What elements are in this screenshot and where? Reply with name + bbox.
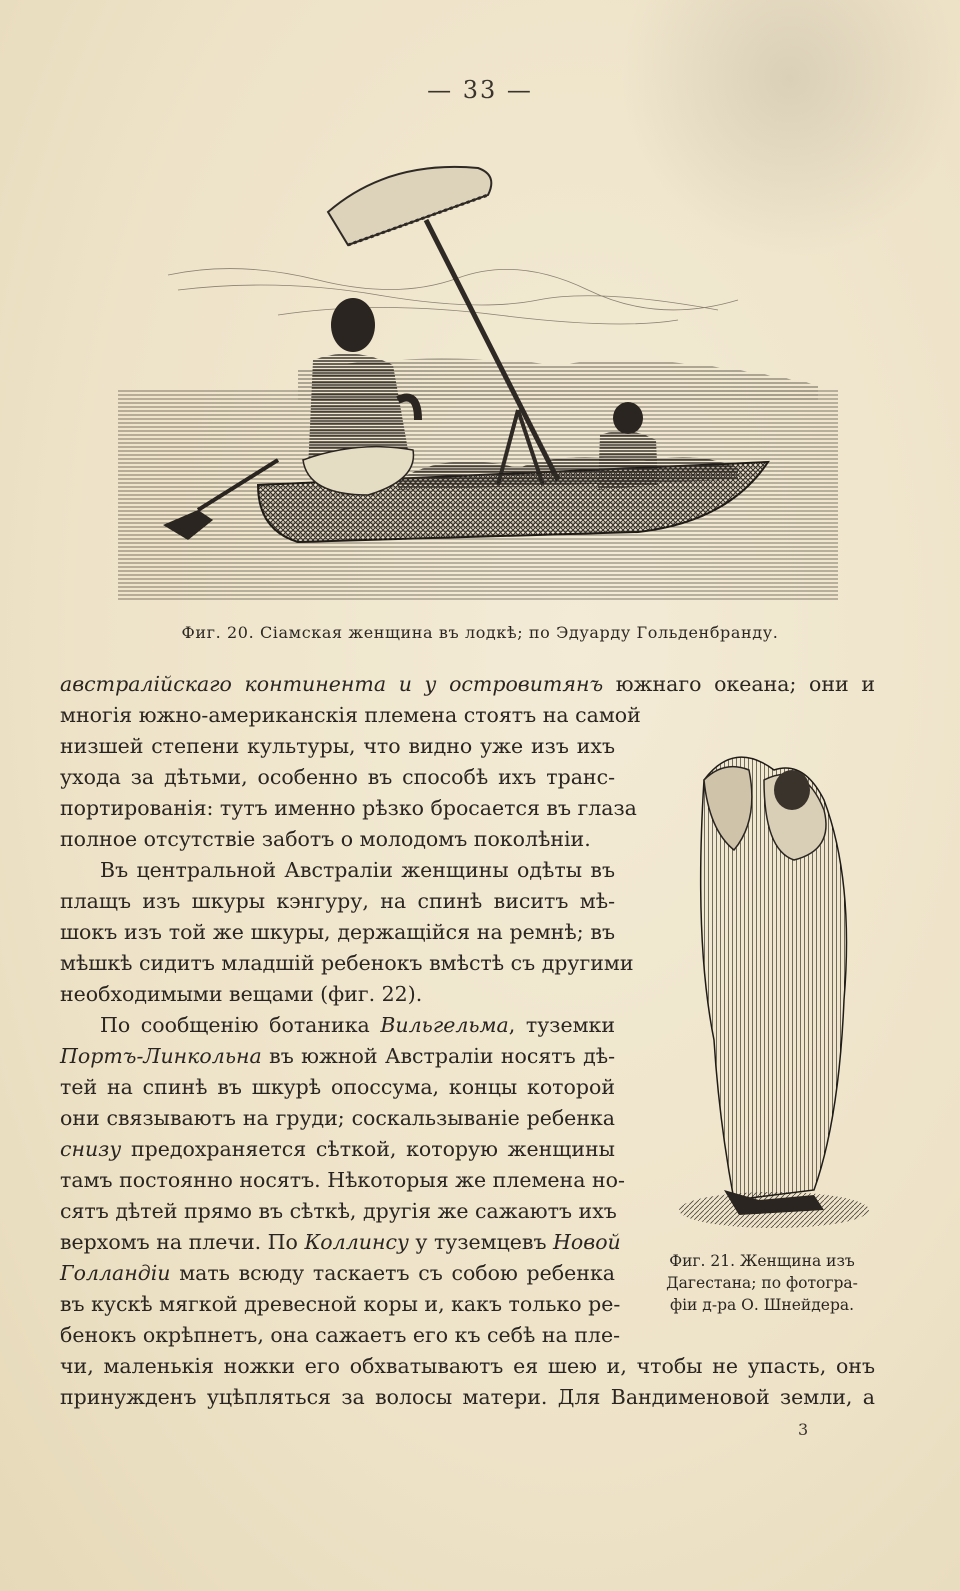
figure-21-caption [642, 1250, 882, 1316]
figure-20-engraving [118, 150, 838, 610]
caption-line: Фиг. 21. Женщина изъ [669, 1252, 855, 1270]
signature-mark: 3 [798, 1420, 809, 1439]
italic-phrase: австралійскаго континента и у островитянъ [60, 672, 604, 696]
italic-word: снизу [60, 1137, 122, 1161]
text-fragment: верхомъ на плечи. По [60, 1230, 298, 1254]
text-fragment: мать всюду таскаетъ съ собою ребенка [179, 1261, 615, 1285]
italic-place: Портъ-Линкольна [60, 1044, 262, 1068]
text-line: низшей степени культуры, что видно уже изъ ихъ [60, 734, 615, 758]
figure-21-engraving [664, 740, 874, 1240]
text-line: принужденъ уцѣпляться за волосы матери. Для Вандименовой земли, а [60, 1385, 875, 1409]
page-number: — 33 — [427, 76, 533, 104]
text-fragment: южнаго океана; они и [615, 672, 875, 696]
paragraph-start: Въ центральной Австраліи женщины одѣты въ [100, 858, 615, 882]
text-line: въ кускѣ мягкой древесной коры и, какъ только ре- [60, 1292, 621, 1316]
text-line [60, 1228, 621, 1256]
caption-line: фіи д-ра О. Шнейдера. [669, 1296, 855, 1314]
text-line: ухода за дѣтьми, особенно въ способѣ ихъ транс- [60, 765, 615, 789]
text-line: мѣшкѣ сидитъ младшій ребенокъ вмѣстѣ съ другими [60, 951, 634, 975]
text-line [60, 1259, 615, 1287]
text-fragment: предохраняется сѣткой, которую женщины [130, 1137, 615, 1161]
text-line: полное отсутствіе заботъ о молодомъ поколѣніи. [60, 827, 591, 851]
caption-line: Дагестана; по фотогра- [666, 1274, 858, 1292]
text-line: шокъ изъ той же шкуры, держащійся на ремнѣ; въ [60, 920, 615, 944]
text-fragment: , туземки [508, 1013, 615, 1037]
text-fragment: въ южной Австраліи носятъ дѣ- [269, 1044, 615, 1068]
rower-figure [303, 298, 418, 495]
figure-20-caption: Фиг. 20. Сіамская женщина въ лодкѣ; по Эдуарду Гольденбранду. [181, 623, 779, 642]
text-line: они связываютъ на груди; соскальзываніе ребенка [60, 1106, 615, 1130]
italic-place: Новой [553, 1230, 621, 1254]
paragraph-start [100, 1011, 615, 1039]
text-line [60, 1042, 615, 1070]
text-line: чи, маленькія ножки его обхватываютъ ея шею и, чтобы не упасть, онъ [60, 1354, 875, 1378]
text-line: тамъ постоянно носятъ. Нѣкоторыя же племена но- [60, 1168, 625, 1192]
text-fragment: По сообщенію ботаника [100, 1013, 370, 1037]
italic-name: Коллинсу [304, 1230, 409, 1254]
text-line: плащъ изъ шкуры кэнгуру, на спинѣ виситъ мѣ- [60, 889, 615, 913]
child-head [774, 770, 810, 810]
text-line: сятъ дѣтей прямо въ сѣткѣ, другія же сажаютъ ихъ [60, 1199, 617, 1223]
text-line: портированія: тутъ именно рѣзко бросается въ глаза [60, 796, 637, 820]
text-line: тей на спинѣ въ шкурѣ опоссума, концы которой [60, 1075, 615, 1099]
text-line: необходимыми вещами (фиг. 22). [60, 982, 423, 1006]
italic-place: Голландіи [60, 1261, 171, 1285]
text-line [60, 670, 875, 698]
text-line: бенокъ окрѣпнетъ, она сажаетъ его къ себѣ на пле- [60, 1323, 621, 1347]
text-fragment: у туземцевъ [415, 1230, 547, 1254]
text-line [60, 1135, 615, 1163]
italic-name: Вильгельма [380, 1013, 509, 1037]
text-line: многія южно-американскія племена стоятъ на самой [60, 703, 641, 727]
